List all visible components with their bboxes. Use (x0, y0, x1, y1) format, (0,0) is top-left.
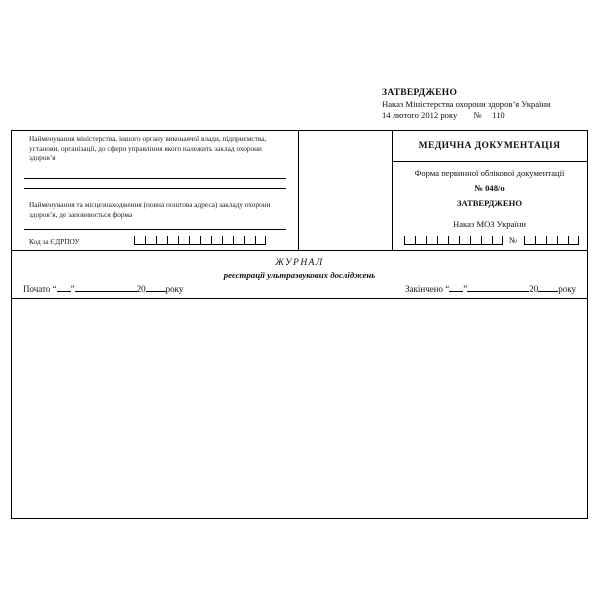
edrpou-code-boxes[interactable] (134, 236, 266, 245)
finished-year-word: року (558, 284, 577, 294)
column-divider-left (298, 131, 299, 250)
code-box[interactable] (211, 236, 222, 245)
code-box[interactable] (200, 236, 211, 245)
moz-order: Наказ МОЗ України (453, 219, 526, 229)
code-box[interactable] (178, 236, 189, 245)
code-box[interactable] (134, 236, 145, 245)
order-date-boxes[interactable] (404, 236, 503, 245)
ministry-label: Найменування міністерства, іншого органу виконавчої влади, підприємства, установи, організації, до сфери управління якого належить заклад охорони здоров’я (29, 134, 267, 162)
finished-month-blank[interactable] (467, 283, 529, 292)
date-box[interactable] (470, 236, 481, 245)
medical-documentation-header: МЕДИЧНА ДОКУМЕНТАЦІЯ (418, 141, 561, 151)
code-box[interactable] (255, 236, 266, 245)
code-box[interactable] (244, 236, 255, 245)
number-box[interactable] (568, 236, 579, 245)
journal-section (11, 250, 588, 300)
date-box[interactable] (437, 236, 448, 245)
code-box[interactable] (189, 236, 200, 245)
approval-date-line (382, 110, 592, 121)
approval-number-label: № (473, 110, 482, 120)
started-year-blank[interactable] (146, 283, 166, 292)
form-number: № 048/о (474, 183, 505, 193)
code-box[interactable] (145, 236, 156, 245)
date-box[interactable] (481, 236, 492, 245)
finished-day-blank[interactable] (449, 283, 463, 292)
header-table (11, 130, 588, 251)
number-box[interactable] (524, 236, 535, 245)
form-approved: ЗАТВЕРДЖЕНО (456, 198, 523, 208)
started-month-blank[interactable] (75, 283, 137, 292)
approval-date: 14 лютого 2012 року (382, 110, 458, 120)
date-box[interactable] (492, 236, 503, 245)
journal-subtitle: реєстрації ультразвукових досліджень (223, 270, 376, 280)
ministry-line-2[interactable] (24, 188, 286, 189)
date-box[interactable] (404, 236, 415, 245)
date-box[interactable] (415, 236, 426, 245)
code-box[interactable] (156, 236, 167, 245)
started-date-row[interactable] (23, 283, 183, 294)
ministry-line-1[interactable] (24, 178, 286, 179)
code-box[interactable] (167, 236, 178, 245)
date-box[interactable] (448, 236, 459, 245)
date-box[interactable] (426, 236, 437, 245)
number-box[interactable] (546, 236, 557, 245)
started-day-blank[interactable] (57, 283, 71, 292)
form-label: Форма первинної облікової документації (414, 168, 565, 178)
finished-label: Закінчено (405, 284, 444, 294)
journal-title: ЖУРНАЛ (275, 258, 324, 268)
order-number-boxes[interactable] (524, 236, 579, 245)
order-number-sign: № (509, 235, 518, 245)
code-box[interactable] (222, 236, 233, 245)
edrpou-label: Код за ЄДРПОУ (29, 237, 80, 246)
approval-number: 110 (492, 110, 505, 120)
started-year-word: року (165, 284, 184, 294)
finished-year-blank[interactable] (538, 283, 558, 292)
approval-order: Наказ Міністерства охорони здоров’я України (382, 99, 551, 109)
code-box[interactable] (233, 236, 244, 245)
quote-open: “ (445, 284, 450, 294)
started-label: Почато (23, 284, 51, 294)
institution-label: Найменування та місцезнаходження (повна поштова адреса) закладу охорони здоров’я, де заповнюється форма (29, 200, 271, 219)
quote-open: “ (52, 284, 57, 294)
number-box[interactable] (535, 236, 546, 245)
approval-title: ЗАТВЕРДЖЕНО (382, 88, 458, 98)
approval-block (382, 88, 592, 121)
date-box[interactable] (459, 236, 470, 245)
quote-close: ” (463, 284, 468, 294)
institution-line[interactable] (24, 229, 286, 230)
started-century: 20 (136, 284, 146, 294)
finished-century: 20 (529, 284, 539, 294)
records-area[interactable] (11, 298, 588, 519)
number-box[interactable] (557, 236, 568, 245)
right-header-divider (392, 161, 587, 162)
quote-close: ” (70, 284, 75, 294)
finished-date-row[interactable] (405, 283, 576, 294)
